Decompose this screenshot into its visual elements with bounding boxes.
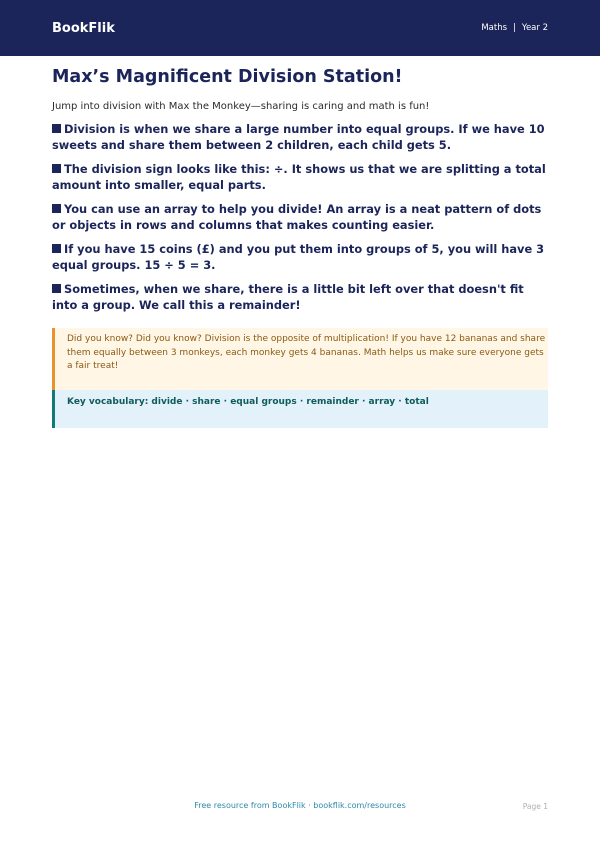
brand-logo[interactable]: BookFlik [52,20,115,36]
bullet-text: Sometimes, when we share, there is a little bit left over that doesn't fit into a group. We call this a remainder! [52,282,524,312]
bullet-item [52,201,548,233]
bullet-item [52,241,548,273]
bullet-text: The division sign looks like this: ÷. It shows us that we are splitting a total amount into smaller, equal parts. [52,162,546,192]
vocab-text: Key vocabulary: divide · share · equal groups · remainder · array · total [67,397,429,407]
bullet-item [52,121,548,153]
key-vocabulary-box [52,390,548,428]
page-header [0,0,600,56]
main-content [52,66,548,321]
callout-text: Did you know? Did you know? Division is the opposite of multiplication! If you have 12 bananas and share them equally between 3 monkeys, each monkey gets 4 bananas. Math helps us make sure everyone gets a fair treat! [67,334,546,371]
page-title: Max’s Magnificent Division Station! [52,67,403,87]
footer-resource-link[interactable]: Free resource from BookFlik · bookflik.com/resources [194,801,406,810]
header-meta [481,23,548,33]
bullet-text: Division is when we share a large number into equal groups. If we have 10 sweets and share them between 2 children, each child gets 5. [52,122,545,152]
bullet-text: If you have 15 coins (£) and you put them into groups of 5, you will have 3 equal groups. 15 ÷ 5 = 3. [52,242,545,272]
did-you-know-callout [52,328,548,390]
intro-text: Jump into division with Max the Monkey—sharing is caring and math is fun! [52,101,430,112]
bullet-square-icon [52,124,61,133]
year-label: Year 2 [521,23,548,33]
meta-separator: | [513,23,516,33]
bullet-item [52,161,548,193]
bullet-square-icon [52,164,61,173]
bullet-square-icon [52,204,61,213]
bullet-text: You can use an array to help you divide! An array is a neat pattern of dots or objects in rows and columns that makes counting easier. [52,202,542,232]
bullet-list [52,121,548,313]
bullet-square-icon [52,244,61,253]
bullet-item [52,281,548,313]
subject-label: Maths [481,23,508,33]
page-number: Page 1 [522,802,548,811]
bullet-square-icon [52,284,61,293]
